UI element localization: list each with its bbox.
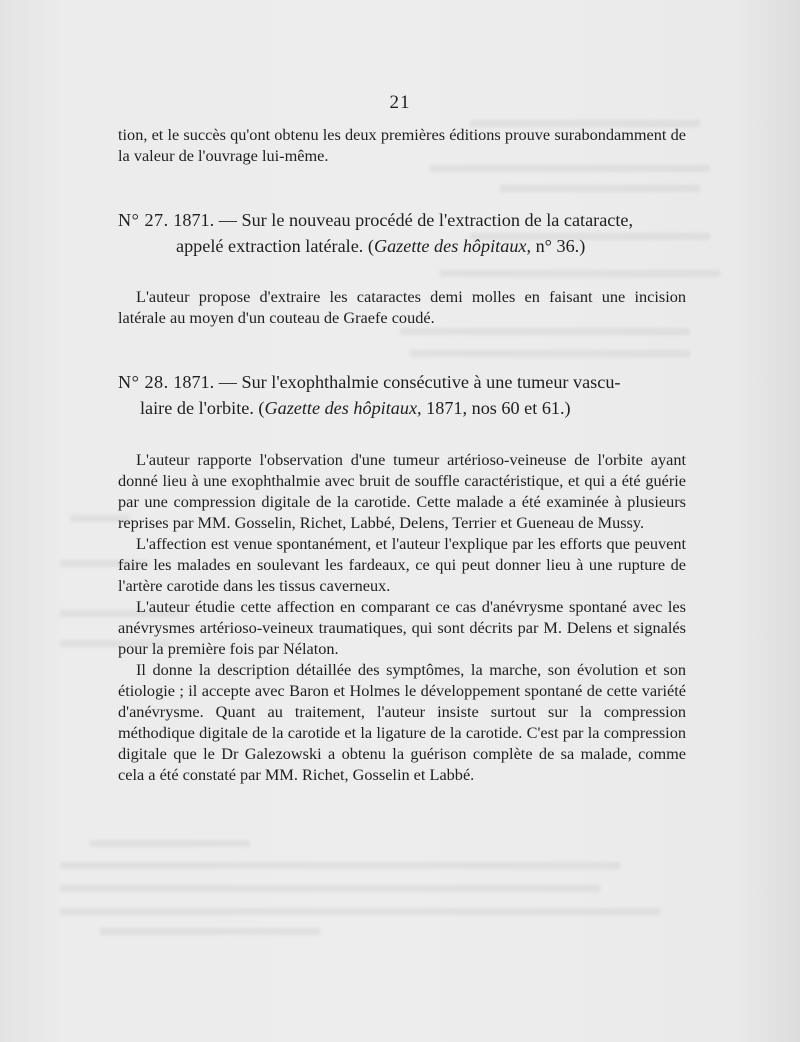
entry-28-paragraph-1: L'auteur rapporte l'observation d'une tumeur artérioso-veineuse de l'orbite ayant donné lieu à une exophthalmie avec bruit de souffle caractéristique, et qui a été guérie par une compression digitale de la carotide. Cette malade a été examinée à plusieurs reprises par MM. Gosselin, Richet, Labbé, Delens, Terrier et Gueneau de Mussy. [118,450,686,532]
intro-text: tion, et le succès qu'ont obtenu les deux premières éditions prouve surabondamment de la valeur de l'ouvrage lui-même. [118,125,686,165]
entry-28-journal: Gazette des hôpitaux, [264,398,422,418]
entry-28-ref: 1871, nos 60 et 61.) [426,398,571,418]
entry-27-number: N° 27. [118,210,169,230]
intro-paragraph [118,124,686,166]
entry-28-title-line2-text: laire de l'orbite. [140,398,254,418]
entry-27-ref: n° 36.) [535,236,586,256]
entry-27-title-line1: Sur le nouveau procédé de l'extraction de la cataracte, [241,210,634,230]
entry-28-paragraph-3: L'auteur étudie cette affection en comparant ce cas d'anévrysme spontané avec les anévrysmes artérioso-veineux traumatiques, qui sont décrits par M. Delens et signalés pour la première fois par Nélaton. [118,597,686,658]
entry-27-journal: Gazette des hôpitaux, [373,236,532,256]
entry-28-dash: — [218,372,237,392]
entry-27-title-line2: appelé extraction latérale. (Gazette des hôpitaux, n° 36.) [176,236,586,256]
entry-28-heading [118,369,686,421]
entry-28-paragraph-4: Il donne la description détaillée des symptômes, la marche, son évolution et son étiologie ; il accepte avec Baron et Holmes le développement spontané de cette variété d'anévrysme. Quant au traitement, l'auteur insiste surtout sur la compression méthodique digitale de la carotide et la ligature de la carotide. C'est par la compression digitale que le Dr Galezowski a obtenu la guérison complète de sa malade, comme cela a été constaté par MM. Richet, Gosselin et Labbé. [118,660,686,784]
entry-27-heading [118,207,686,259]
entry-27-paragraph: L'auteur propose d'extraire les cataractes demi molles en faisant une incision latérale au moyen d'un couteau de Graefe coudé. [118,287,686,327]
page-number: 21 [389,92,411,113]
entry-28-year: 1871. [173,372,215,392]
entry-28-title-line1: Sur l'exophthalmie consécutive à une tumeur vascu- [241,372,621,392]
entry-27-summary [118,286,686,328]
entry-27-dash: — [218,210,237,230]
entry-28-paragraph-2: L'affection est venue spontanément, et l'auteur l'explique par les efforts que peuvent faire les malades en soulevant les fardeaux, ce qui peut donner lieu à une rupture de l'artère carotide dans les tissus caverneux. [118,534,686,595]
entry-27-year: 1871. [173,210,215,230]
entry-28-number: N° 28. [118,372,169,392]
entry-28-title-line2: laire de l'orbite. (Gazette des hôpitaux, 1871, nos 60 et 61.) [140,398,571,418]
entry-28-summary [118,449,686,785]
entry-27-title-line2-text: appelé extraction latérale. [176,236,364,256]
